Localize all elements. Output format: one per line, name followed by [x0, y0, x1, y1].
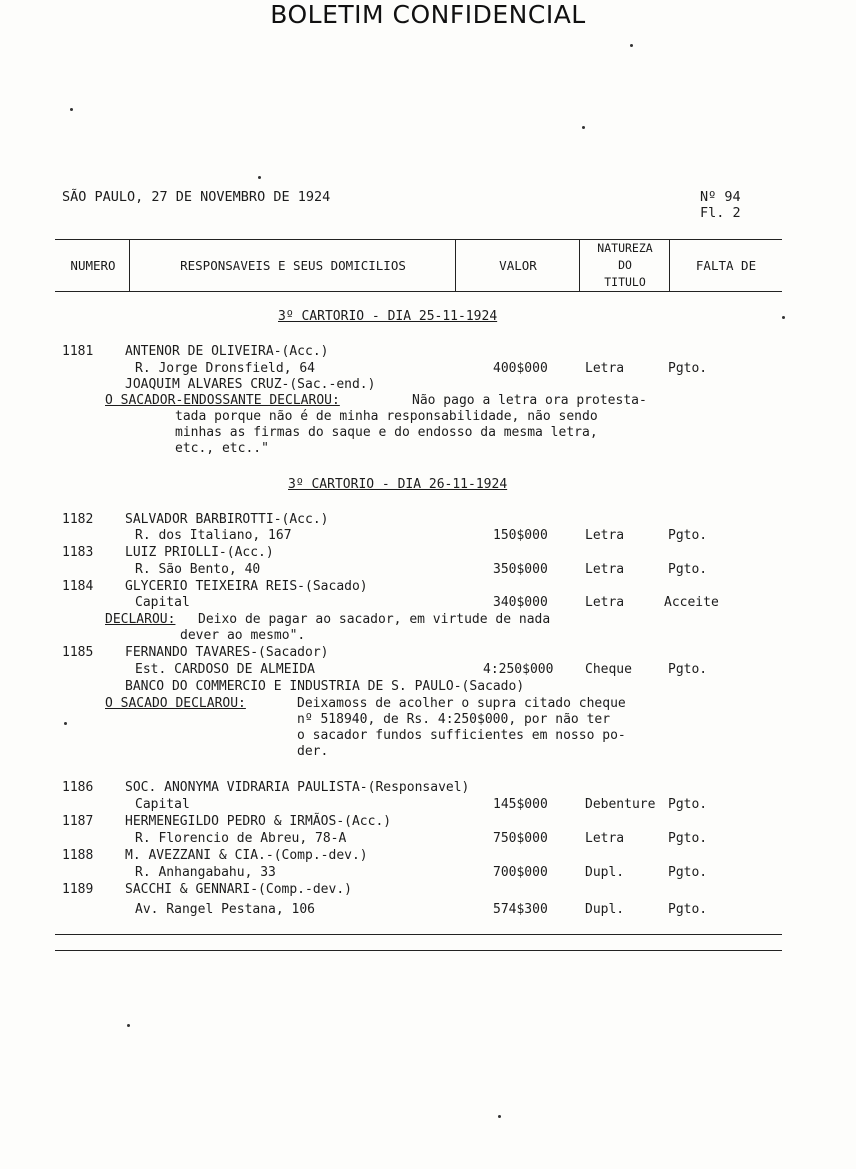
entry-falta: Pgto. [668, 361, 708, 376]
entry-number: 1185 [62, 645, 94, 660]
declaration-text: Deixo de pagar ao sacador, em virtude de nada [198, 612, 551, 627]
declaration-label: O SACADO DECLAROU: [105, 696, 246, 711]
scan-speck [498, 1115, 501, 1118]
declaration-text: tada porque não é de minha responsabilidade, não sendo [175, 409, 598, 424]
column-divider [129, 239, 130, 291]
entry-address: Capital [135, 797, 190, 812]
declaration-text: der. [297, 744, 329, 759]
entry-address: Av. Rangel Pestana, 106 [135, 902, 316, 917]
entry-natureza: Dupl. [585, 865, 625, 880]
entry-falta: Pgto. [668, 797, 708, 812]
entry-natureza: Dupl. [585, 902, 625, 917]
scan-speck [64, 722, 67, 725]
scan-speck [782, 316, 785, 319]
entry-address: Capital [135, 595, 190, 610]
declaration-text: nº 518940, de Rs. 4:250$000, por não ter [297, 712, 611, 727]
header-top-rule [55, 239, 782, 240]
entry-falta: Pgto. [668, 528, 708, 543]
declaration-label: O SACADOR-ENDOSSANTE DECLAROU: [105, 393, 340, 408]
entry-name: GLYCERIO TEIXEIRA REIS-(Sacado) [125, 579, 368, 594]
entry-number: 1182 [62, 512, 94, 527]
entry-extra-party: BANCO DO COMMERCIO E INDUSTRIA DE S. PAULO-(Sacado) [125, 679, 525, 694]
scan-speck [630, 44, 633, 47]
document-title: BOLETIM CONFIDENCIAL [270, 0, 586, 29]
entry-falta: Acceite [664, 595, 719, 610]
entry-valor: 145$000 [493, 797, 548, 812]
declaration-text: Deixamoss de acolher o supra citado cheque [297, 696, 626, 711]
entry-falta: Pgto. [668, 831, 708, 846]
column-header-falta-de: FALTA DE [695, 258, 757, 273]
bulletin-number: Nº 94 [700, 189, 741, 205]
entry-address: R. dos Italiano, 167 [135, 528, 292, 543]
entry-natureza: Letra [585, 562, 625, 577]
section-heading: 3º CARTORIO - DIA 26-11-1924 [288, 477, 508, 492]
entry-number: 1181 [62, 344, 94, 359]
column-header-titulo: TITULO [604, 275, 646, 289]
scan-speck [258, 176, 261, 179]
declaration-label: DECLAROU: [105, 612, 176, 627]
entry-valor: 574$300 [493, 902, 548, 917]
entry-number: 1183 [62, 545, 94, 560]
entry-natureza: Letra [585, 831, 625, 846]
entry-number: 1186 [62, 780, 94, 795]
entry-address: R. Jorge Dronsfield, 64 [135, 361, 316, 376]
entry-natureza: Letra [585, 528, 625, 543]
entry-name: SALVADOR BARBIROTTI-(Acc.) [125, 512, 329, 527]
entry-name: SOC. ANONYMA VIDRARIA PAULISTA-(Responsavel) [125, 780, 470, 795]
declaration-text: o sacador fundos sufficientes em nosso po- [297, 728, 626, 743]
entry-valor: 4:250$000 [483, 662, 554, 677]
entry-natureza: Cheque [585, 662, 632, 677]
entry-address: R. São Bento, 40 [135, 562, 261, 577]
declaration-text: etc., etc.." [175, 441, 269, 456]
footer-rule [55, 950, 782, 951]
entry-name: HERMENEGILDO PEDRO & IRMÃOS-(Acc.) [125, 814, 392, 829]
section-heading: 3º CARTORIO - DIA 25-11-1924 [278, 309, 498, 324]
entry-number: 1187 [62, 814, 94, 829]
entry-name: M. AVEZZANI & CIA.-(Comp.-dev.) [125, 848, 368, 863]
entry-valor: 400$000 [493, 361, 548, 376]
column-header-responsaveis: RESPONSAVEIS E SEUS DOMICILIOS [180, 258, 406, 273]
header-bottom-rule [55, 291, 782, 292]
entry-falta: Pgto. [668, 902, 708, 917]
entry-natureza: Letra [585, 361, 625, 376]
entry-natureza: Debenture [585, 797, 656, 812]
footer-rule [55, 934, 782, 935]
entry-address: R. Anhangabahu, 33 [135, 865, 276, 880]
entry-valor: 340$000 [493, 595, 548, 610]
entry-number: 1189 [62, 882, 94, 897]
scan-speck [582, 126, 585, 129]
declaration-text: Não pago a letra ora protesta- [412, 393, 647, 408]
entry-valor: 750$000 [493, 831, 548, 846]
declaration-text: dever ao mesmo". [180, 628, 306, 643]
entry-falta: Pgto. [668, 865, 708, 880]
column-header-do: DO [618, 258, 632, 272]
entry-address: R. Florencio de Abreu, 78-A [135, 831, 347, 846]
entry-number: 1184 [62, 579, 94, 594]
column-divider [579, 239, 580, 291]
folio-number: Fl. 2 [700, 205, 741, 221]
declaration-text: minhas as firmas do saque e do endosso da mesma letra, [175, 425, 598, 440]
entry-valor: 350$000 [493, 562, 548, 577]
column-divider [455, 239, 456, 291]
entry-extra-party: JOAQUIM ALVARES CRUZ-(Sac.-end.) [125, 377, 376, 392]
entry-address: Est. CARDOSO DE ALMEIDA [135, 662, 316, 677]
entry-falta: Pgto. [668, 562, 708, 577]
entry-name: ANTENOR DE OLIVEIRA-(Acc.) [125, 344, 329, 359]
entry-name: SACCHI & GENNARI-(Comp.-dev.) [125, 882, 352, 897]
entry-natureza: Letra [585, 595, 625, 610]
column-header-natureza: NATUREZA [597, 241, 653, 255]
scan-speck [127, 1024, 130, 1027]
entry-name: FERNANDO TAVARES-(Sacador) [125, 645, 329, 660]
place-date: SÃO PAULO, 27 DE NOVEMBRO DE 1924 [62, 189, 331, 205]
column-header-numero: NUMERO [70, 258, 116, 273]
entry-name: LUIZ PRIOLLI-(Acc.) [125, 545, 274, 560]
scan-speck [70, 108, 73, 111]
entry-valor: 700$000 [493, 865, 548, 880]
entry-valor: 150$000 [493, 528, 548, 543]
column-divider [669, 239, 670, 291]
entry-falta: Pgto. [668, 662, 708, 677]
entry-number: 1188 [62, 848, 94, 863]
column-header-valor: VALOR [499, 258, 537, 273]
